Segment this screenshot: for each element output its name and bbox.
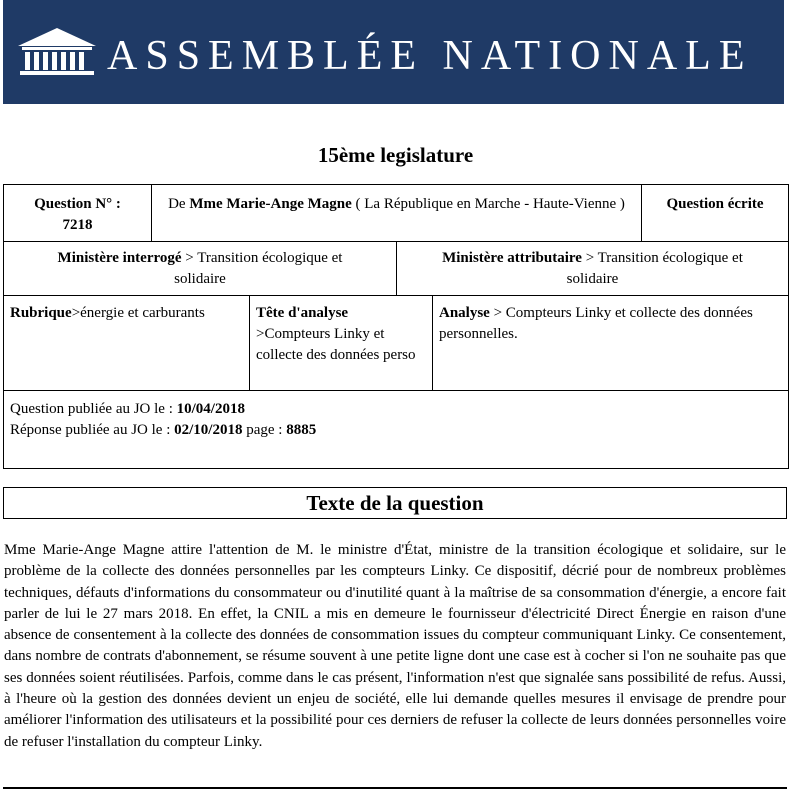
ministere-interroge: > Transition écologique et solidaire [174,250,343,287]
question-number-label: Question N° : [34,196,121,212]
analyse-label: Analyse [439,305,490,321]
question-info-table [3,184,789,469]
ministere-attributaire-cell [397,245,788,293]
question-number: 7218 [62,217,93,233]
published-date: 10/04/2018 [176,401,245,417]
ministere-interroge-label: Ministère interrogé [57,250,182,266]
publication-cell [4,396,788,444]
tete-analyse-cell [250,300,432,369]
question-type-cell [642,191,788,218]
divider [3,787,787,789]
question-number-cell [4,191,151,239]
analyse-cell [433,300,788,348]
header-banner [3,0,784,104]
page-label: page : [246,422,283,438]
author-name: Mme Marie-Ange Magne [189,196,352,212]
question-text-heading: Texte de la question [3,487,787,519]
legislature-heading: 15ème legislature [317,143,474,167]
ministere-attributaire: > Transition écologique et solidaire [566,250,743,287]
author-prefix: De [168,196,186,212]
tete-analyse-label: Tête d'analyse [256,305,349,321]
site-title: ASSEMBLÉE NATIONALE [107,33,753,79]
author-cell [152,191,641,218]
rubrique-cell [4,300,249,327]
response-date: 02/10/2018 [174,422,243,438]
tete-analyse: >Compteurs Linky et collecte des données perso [256,326,416,363]
question-text-body: Mme Marie-Ange Magne attire l'attention de M. le ministre d'État, ministre de la transition écologique et solidaire, sur le problème de la collecte des données personnelles par les compteurs Linky. Ce dispositif, décrié pour de nombreux problèmes techniques, défauts d'informations du consommateur ou d'inutilité quant à la maîtrise de sa consommation d'énergie, a encore fait parler de lui le 27 mars 2018. En effet, la CNIL a mis en demeure le fournisseur d'électricité Direct Énergie en raison d'une absence de consentement à la collecte des données de consommation issues du compteur communiquant Linky. Ce consentement, dans nombre de contrats d'abonnement, se résume souvent à une petite ligne dont une case est à cocher si l'on ne souhaite pas que ses données soient réutilisées. Parfois, comme dans le cas présent, l'information n'est que signalée sans possibilité de refus. Aussi, à l'heure où la gestion des données devient un enjeu de société, elle lui demande quelles mesures il envisage de prendre pour améliorer l'information des utilisateurs et la possibilité pour ces derniers de refuser la collecte de leurs données personnelles voire de refuser l'installation du compteur Linky. [4,542,786,750]
ministere-interroge-cell [4,245,396,293]
hemicycle-icon [16,24,98,78]
rubrique-label: Rubrique [10,305,72,321]
ministere-attributaire-label: Ministère attributaire [442,250,582,266]
analyse: > Compteurs Linky et collecte des données personnelles. [439,305,753,342]
published-label: Question publiée au JO le : [10,401,173,417]
rubrique: >énergie et carburants [71,305,205,321]
page-number: 8885 [286,422,317,438]
question-type: Question écrite [666,196,764,212]
author-group: ( La République en Marche - Haute-Vienne ) [355,196,625,212]
response-label: Réponse publiée au JO le : [10,422,171,438]
